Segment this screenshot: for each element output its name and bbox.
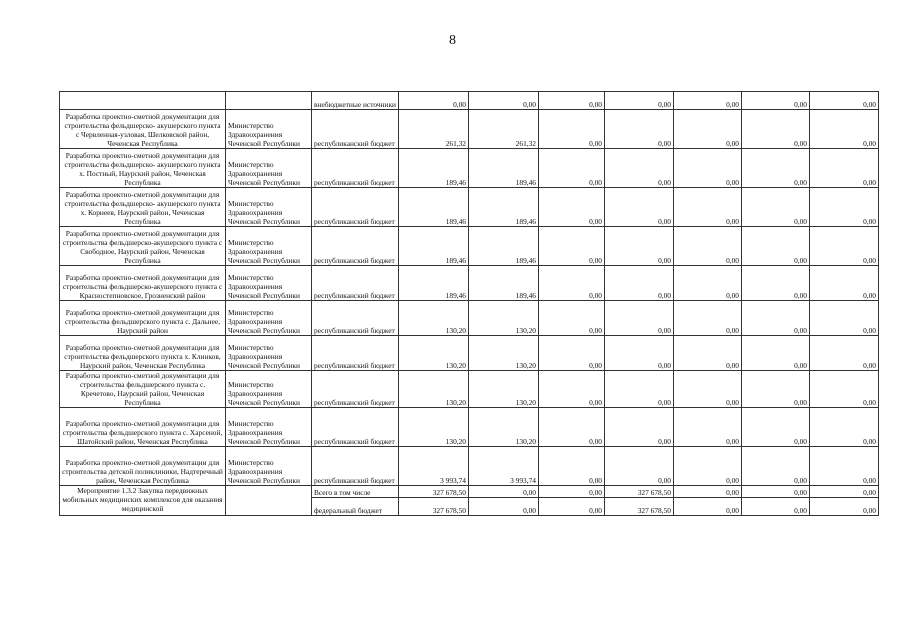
funding-source-cell: республиканский бюджет xyxy=(312,447,399,486)
table-row xyxy=(60,92,879,110)
amount-cell: 0,00 xyxy=(539,110,605,149)
name-cell: Разработка проектно-сметной документации для строительства фельдшерско- акушерского пункта х. Корнеев, Наурский район, Чеченская Республика xyxy=(60,188,226,227)
amount-cell: 0,00 xyxy=(539,408,605,447)
amount-cell: 0,00 xyxy=(674,301,742,336)
amount-cell: 130,20 xyxy=(399,336,469,371)
organization-cell: Министерство Здравоохранения Чеченской Республики xyxy=(226,188,312,227)
amount-cell: 0,00 xyxy=(674,336,742,371)
funding-source-cell: республиканский бюджет xyxy=(312,266,399,301)
amount-cell: 0,00 xyxy=(742,408,810,447)
total-amount-cell: 327 678,50 xyxy=(399,486,469,498)
federal-amount-cell: 0,00 xyxy=(539,498,605,516)
amount-cell: 0,00 xyxy=(674,92,742,110)
amount-cell: 0,00 xyxy=(810,110,879,149)
amount-cell: 0,00 xyxy=(810,188,879,227)
total-amount-cell: 0,00 xyxy=(469,486,539,498)
funding-source-cell: республиканский бюджет xyxy=(312,110,399,149)
name-cell: Разработка проектно-сметной документации для строительства фельдшерско-акушерского пункта с Красностепновское, Грозненский район xyxy=(60,266,226,301)
amount-cell: 0,00 xyxy=(742,336,810,371)
amount-cell: 0,00 xyxy=(539,227,605,266)
amount-cell: 0,00 xyxy=(810,371,879,408)
funding-source-cell: республиканский бюджет xyxy=(312,408,399,447)
amount-cell: 189,46 xyxy=(399,149,469,188)
name-cell: Разработка проектно-сметной документации для строительства фельдшерского пункта с. Дальнее, Наурский район xyxy=(60,301,226,336)
total-amount-cell: 0,00 xyxy=(810,486,879,498)
amount-cell: 0,00 xyxy=(605,227,674,266)
amount-cell: 0,00 xyxy=(539,336,605,371)
amount-cell: 0,00 xyxy=(674,110,742,149)
amount-cell: 130,20 xyxy=(469,301,539,336)
name-cell xyxy=(60,92,226,110)
funding-source-cell: республиканский бюджет xyxy=(312,149,399,188)
total-amount-cell: 327 678,50 xyxy=(605,486,674,498)
amount-cell: 0,00 xyxy=(742,92,810,110)
total-amount-cell: 0,00 xyxy=(742,486,810,498)
funding-source-cell: республиканский бюджет xyxy=(312,227,399,266)
amount-cell: 0,00 xyxy=(605,408,674,447)
amount-cell: 0,00 xyxy=(539,149,605,188)
amount-cell: 0,00 xyxy=(674,227,742,266)
funding-source-cell: республиканский бюджет xyxy=(312,301,399,336)
amount-cell: 189,46 xyxy=(399,227,469,266)
federal-amount-cell: 327 678,50 xyxy=(399,498,469,516)
amount-cell: 189,46 xyxy=(469,227,539,266)
amount-cell: 0,00 xyxy=(605,188,674,227)
amount-cell: 0,00 xyxy=(674,447,742,486)
funding-source-cell: республиканский бюджет xyxy=(312,336,399,371)
amount-cell: 0,00 xyxy=(674,408,742,447)
organization-cell: Министерство Здравоохранения Чеченской Республики xyxy=(226,447,312,486)
table-row xyxy=(60,408,879,447)
organization-cell: Министерство Здравоохранения Чеченской Республики xyxy=(226,110,312,149)
table-row xyxy=(60,227,879,266)
name-cell: Разработка проектно-сметной документации для строительства фельдшерского пункта с. Харсеной, Шатойский район, Чеченская Республика xyxy=(60,408,226,447)
amount-cell: 189,46 xyxy=(399,188,469,227)
amount-cell: 130,20 xyxy=(399,408,469,447)
organization-cell: Министерство Здравоохранения Чеченской Республики xyxy=(226,336,312,371)
amount-cell: 0,00 xyxy=(605,266,674,301)
table-row xyxy=(60,149,879,188)
measure-organization-cell xyxy=(226,486,312,516)
name-cell: Разработка проектно-сметной документации для строительства фельдшерско- акушерского пункта х. Постный, Наурский район, Чеченская Республика xyxy=(60,149,226,188)
amount-cell: 0,00 xyxy=(810,149,879,188)
total-amount-cell: 0,00 xyxy=(539,486,605,498)
amount-cell: 0,00 xyxy=(399,92,469,110)
amount-cell: 130,20 xyxy=(469,408,539,447)
page-number: 8 xyxy=(449,33,456,48)
amount-cell: 130,20 xyxy=(399,301,469,336)
name-cell: Разработка проектно-сметной документации для строительства детской поликлиники, Надтеречный район, Чеченская Республика xyxy=(60,447,226,486)
amount-cell: 0,00 xyxy=(539,266,605,301)
amount-cell: 0,00 xyxy=(539,371,605,408)
amount-cell: 189,46 xyxy=(399,266,469,301)
amount-cell: 189,46 xyxy=(469,149,539,188)
table-body xyxy=(60,92,879,516)
amount-cell: 0,00 xyxy=(810,408,879,447)
amount-cell: 0,00 xyxy=(810,447,879,486)
organization-cell: Министерство Здравоохранения Чеченской Республики xyxy=(226,266,312,301)
federal-amount-cell: 0,00 xyxy=(469,498,539,516)
table-row xyxy=(60,110,879,149)
table-row xyxy=(60,266,879,301)
table-row xyxy=(60,447,879,486)
federal-amount-cell: 0,00 xyxy=(810,498,879,516)
amount-cell: 0,00 xyxy=(605,92,674,110)
federal-amount-cell: 0,00 xyxy=(674,498,742,516)
amount-cell: 0,00 xyxy=(469,92,539,110)
amount-cell: 0,00 xyxy=(674,149,742,188)
amount-cell: 0,00 xyxy=(674,266,742,301)
amount-cell: 0,00 xyxy=(539,188,605,227)
amount-cell: 0,00 xyxy=(810,266,879,301)
organization-cell: Министерство Здравоохранения Чеченской Республики xyxy=(226,408,312,447)
amount-cell: 261,32 xyxy=(469,110,539,149)
amount-cell: 0,00 xyxy=(810,301,879,336)
amount-cell: 130,20 xyxy=(469,336,539,371)
amount-cell: 130,20 xyxy=(469,371,539,408)
name-cell: Разработка проектно-сметной документации для строительства фельдшерско-акушерского пункта с Свободное, Наурский район, Чеченская Республика xyxy=(60,227,226,266)
amount-cell: 3 993,74 xyxy=(469,447,539,486)
organization-cell: Министерство Здравоохранения Чеченской Республики xyxy=(226,301,312,336)
organization-cell xyxy=(226,92,312,110)
federal-label-cell: федеральный бюджет xyxy=(312,498,399,516)
table-row xyxy=(60,371,879,408)
amount-cell: 0,00 xyxy=(742,371,810,408)
amount-cell: 0,00 xyxy=(742,227,810,266)
amount-cell: 0,00 xyxy=(674,371,742,408)
organization-cell: Министерство Здравоохранения Чеченской Республики xyxy=(226,227,312,266)
funding-source-cell: внебюджетные источники xyxy=(312,92,399,110)
amount-cell: 189,46 xyxy=(469,266,539,301)
amount-cell: 0,00 xyxy=(742,149,810,188)
amount-cell: 0,00 xyxy=(742,266,810,301)
funding-source-cell: республиканский бюджет xyxy=(312,371,399,408)
table-row xyxy=(60,336,879,371)
amount-cell: 130,20 xyxy=(399,371,469,408)
amount-cell: 0,00 xyxy=(539,301,605,336)
budget-table xyxy=(59,91,879,516)
amount-cell: 0,00 xyxy=(605,149,674,188)
amount-cell: 0,00 xyxy=(605,336,674,371)
amount-cell: 0,00 xyxy=(605,371,674,408)
name-cell: Разработка проектно-сметной документации для строительства фельдшерского пункта с. Кречетово, Наурский район, Чеченская Республика xyxy=(60,371,226,408)
organization-cell: Министерство Здравоохранения Чеченской Республики xyxy=(226,149,312,188)
amount-cell: 0,00 xyxy=(742,110,810,149)
measure-name-cell: Мероприятие 1.3.2 Закупка передвижных мобильных медицинских комплексов для оказания медицинской xyxy=(60,486,226,516)
measure-total-row xyxy=(60,486,879,498)
amount-cell: 0,00 xyxy=(742,188,810,227)
amount-cell: 3 993,74 xyxy=(399,447,469,486)
table-row xyxy=(60,188,879,227)
amount-cell: 0,00 xyxy=(539,92,605,110)
amount-cell: 0,00 xyxy=(810,227,879,266)
federal-amount-cell: 327 678,50 xyxy=(605,498,674,516)
name-cell: Разработка проектно-сметной документации для строительства фельдшерско- акушерского пункта с Червленная-узловая, Шелковской район, Чеченская Республика xyxy=(60,110,226,149)
federal-amount-cell: 0,00 xyxy=(742,498,810,516)
amount-cell: 0,00 xyxy=(539,447,605,486)
amount-cell: 0,00 xyxy=(742,301,810,336)
amount-cell: 0,00 xyxy=(605,447,674,486)
total-amount-cell: 0,00 xyxy=(674,486,742,498)
amount-cell: 0,00 xyxy=(605,301,674,336)
funding-source-cell: республиканский бюджет xyxy=(312,188,399,227)
amount-cell: 0,00 xyxy=(810,92,879,110)
table-row xyxy=(60,301,879,336)
amount-cell: 0,00 xyxy=(810,336,879,371)
organization-cell: Министерство Здравоохранения Чеченской Республики xyxy=(226,371,312,408)
name-cell: Разработка проектно-сметной документации для строительства фельдшерского пункта х. Клинков, Наурский район, Чеченская Республика xyxy=(60,336,226,371)
amount-cell: 261,32 xyxy=(399,110,469,149)
amount-cell: 0,00 xyxy=(674,188,742,227)
total-label-cell: Всего в том числе xyxy=(312,486,399,498)
amount-cell: 0,00 xyxy=(742,447,810,486)
amount-cell: 189,46 xyxy=(469,188,539,227)
amount-cell: 0,00 xyxy=(605,110,674,149)
